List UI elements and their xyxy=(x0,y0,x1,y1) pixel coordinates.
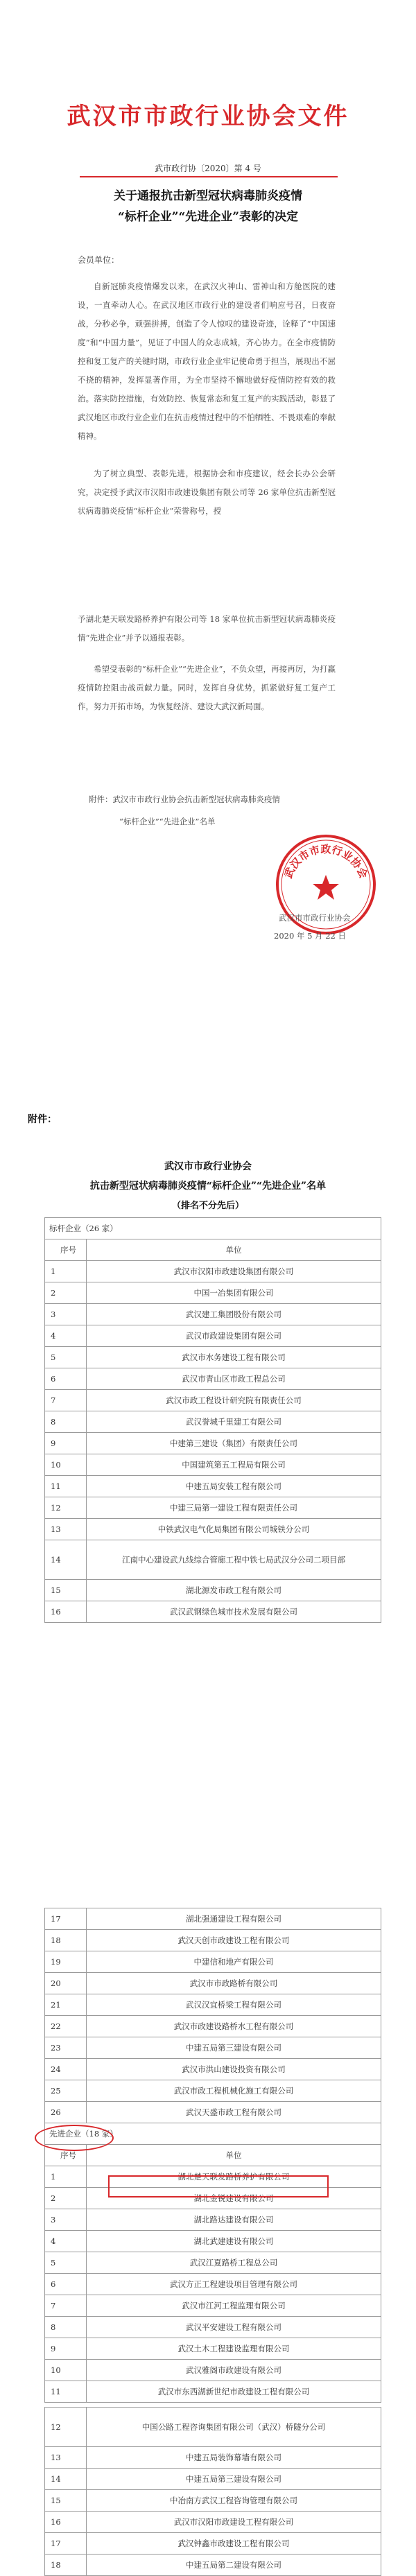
benchmark-row-unit: 武汉市政工程设计研究院有限责任公司 xyxy=(87,1390,381,1411)
advanced-row-unit: 武汉土木工程建设监理有限公司 xyxy=(87,2338,381,2360)
advanced-row-unit: 湖北金锐建设有限公司 xyxy=(87,2188,381,2209)
benchmark-row xyxy=(45,1951,381,1973)
advanced-row-unit: 武汉平安建设工程有限公司 xyxy=(87,2317,381,2338)
benchmark-table-part-1 xyxy=(44,1217,381,1623)
paragraph-1: 自新冠肺炎疫情爆发以来，在武汉火神山、雷神山和方舱医院的建设，一直牵动人心。在武汉地区市政行业的建设者们响应号召，日夜奋战，分秒必争，顽强拼搏，创造了令人惊叹的建设奇迹，诠释了“中国速度”和“中国力量”，见证了中国人的众志成城，齐心协力。在全市疫情防控和复工复产的关键时期，市政行业企业牢记使命勇于担当，展现出不屈不挠的精神，发挥显著作用，为全市坚持不懈地做好疫情防控有效的救治。落实防控措施，有效防控、恢复常态和复工复产的实践活动，彰显了武汉地区市政行业企业们在抗击疫情过程中的不怕牺牲、不畏艰难的奉献精神。 xyxy=(78,281,336,441)
advanced-table-part-2 xyxy=(44,2407,381,2576)
paragraph-3: 予湖北楚天联发路桥养护有限公司等 18 家单位抗击新型冠状病毒肺炎疫情“先进企业”并予以通报表彰。 xyxy=(78,614,336,643)
benchmark-row xyxy=(45,1908,381,1930)
benchmark-row-number: 9 xyxy=(45,1433,87,1454)
advanced-row-unit: 中建五局装饰幕墙有限公司 xyxy=(87,2447,381,2469)
benchmark-row-number: 21 xyxy=(45,1994,87,2016)
benchmark-row-unit: 中国一冶集团有限公司 xyxy=(87,1282,381,1304)
benchmark-row-number: 13 xyxy=(45,1519,87,1540)
seal-text: 武汉市市政行业协会 xyxy=(281,843,370,880)
benchmark-row-unit: 武汉市政建设路桥水工程有限公司 xyxy=(87,2016,381,2037)
advanced-row-unit: 中国公路工程咨询集团有限公司（武汉）桥隧分公司 xyxy=(87,2408,381,2447)
advanced-row xyxy=(45,2360,381,2381)
benchmark-row-number: 22 xyxy=(45,2016,87,2037)
recipient: 会员单位： xyxy=(78,255,120,265)
advanced-row-unit: 湖北武建建设有限公司 xyxy=(87,2231,381,2252)
advanced-row xyxy=(45,2533,381,2555)
benchmark-row-number: 23 xyxy=(45,2037,87,2059)
advanced-row-unit: 中建五局第二建设有限公司 xyxy=(87,2555,381,2576)
benchmark-row-number: 4 xyxy=(45,1325,87,1347)
benchmark-row-unit: 中建五局安装工程有限公司 xyxy=(87,1476,381,1497)
benchmark-row xyxy=(45,1930,381,1951)
signing-date: 2020 年 5 月 22 日 xyxy=(274,931,346,941)
benchmark-row xyxy=(45,1411,381,1433)
benchmark-row-unit: 武汉市洪山建设投资有限公司 xyxy=(87,2059,381,2080)
advanced-row xyxy=(45,2447,381,2469)
benchmark-row-unit: 武汉市政建设集团有限公司 xyxy=(87,1325,381,1347)
advanced-row xyxy=(45,2512,381,2533)
advanced-row xyxy=(45,2408,381,2447)
benchmark-row xyxy=(45,1390,381,1411)
advanced-row xyxy=(45,2555,381,2576)
advanced-row-unit: 武汉市江河工程监理有限公司 xyxy=(87,2295,381,2317)
benchmark-row-unit: 武汉誉城千里建工有限公司 xyxy=(87,1411,381,1433)
benchmark-section-title: 标杆企业（26 家） xyxy=(45,1218,381,1239)
benchmark-row xyxy=(45,1519,381,1540)
benchmark-row-number: 19 xyxy=(45,1951,87,1973)
decision-letter-page xyxy=(0,0,416,1081)
benchmark-row-number: 7 xyxy=(45,1390,87,1411)
benchmark-row xyxy=(45,1368,381,1390)
benchmark-row-unit: 武汉天创市政建设工程有限公司 xyxy=(87,1930,381,1951)
benchmark-row xyxy=(45,2080,381,2102)
advanced-row-number: 11 xyxy=(45,2381,87,2403)
advanced-row-number: 8 xyxy=(45,2317,87,2338)
red-divider xyxy=(80,176,338,177)
advanced-row xyxy=(45,2490,381,2512)
benchmark-row xyxy=(45,1540,381,1580)
advanced-row-number: 16 xyxy=(45,2512,87,2533)
advanced-row xyxy=(45,2231,381,2252)
unit-column-header: 单位 xyxy=(87,1239,381,1261)
benchmark-row-number: 17 xyxy=(45,1908,87,1930)
advanced-row xyxy=(45,2209,381,2231)
benchmark-row-unit: 武汉武钢绿色城市技术发展有限公司 xyxy=(87,1601,381,1623)
benchmark-row xyxy=(45,1973,381,1994)
benchmark-row-unit: 武汉市汉阳市政建设集团有限公司 xyxy=(87,1261,381,1282)
advanced-row-number: 10 xyxy=(45,2360,87,2381)
benchmark-row xyxy=(45,1497,381,1519)
advanced-row-unit: 武汉市汉阳市政建设工程有限公司 xyxy=(87,2512,381,2533)
advanced-row xyxy=(45,2469,381,2490)
benchmark-row xyxy=(45,1601,381,1623)
benchmark-row-number: 3 xyxy=(45,1304,87,1325)
advanced-row-number: 13 xyxy=(45,2447,87,2469)
advanced-row-number: 15 xyxy=(45,2490,87,2512)
advanced-row-unit: 武汉钟鑫市政建设工程有限公司 xyxy=(87,2533,381,2555)
advanced-row-unit: 武汉雅阁市政建设有限公司 xyxy=(87,2360,381,2381)
benchmark-row-unit: 湖北源发市政工程有限公司 xyxy=(87,1580,381,1601)
advanced-row-unit: 武汉方正工程建设项目管理有限公司 xyxy=(87,2274,381,2295)
advanced-row xyxy=(45,2252,381,2274)
benchmark-row-unit: 武汉市青山区市政工程总公司 xyxy=(87,1368,381,1390)
advanced-row xyxy=(45,2381,381,2403)
advanced-row-unit: 武汉市东西湖新世纪市政建设工程有限公司 xyxy=(87,2381,381,2403)
benchmark-row-unit: 武汉市水务建设工程有限公司 xyxy=(87,1347,381,1368)
advanced-section-circle-mark xyxy=(35,2125,114,2151)
benchmark-row-number: 16 xyxy=(45,1601,87,1623)
advanced-row-unit: 武汉江夏路桥工程总公司 xyxy=(87,2252,381,2274)
advanced-row-unit: 中冶南方武汉工程咨询管理有限公司 xyxy=(87,2490,381,2512)
attachment-note-2: “标杆企业”“先进企业”名单 xyxy=(119,817,216,826)
benchmark-row-number: 20 xyxy=(45,1973,87,1994)
benchmark-row-unit: 武汉建工集团股份有限公司 xyxy=(87,1304,381,1325)
benchmark-row-unit: 武汉汉宜桥梁工程有限公司 xyxy=(87,1994,381,2016)
benchmark-row-unit: 中建五局第三建设有限公司 xyxy=(87,2037,381,2059)
advanced-row xyxy=(45,2338,381,2360)
benchmark-row-number: 1 xyxy=(45,1261,87,1282)
advanced-row-unit: 湖北楚天联发路桥养护有限公司 xyxy=(87,2166,381,2188)
seq-column-header: 序号 xyxy=(45,1239,87,1261)
list-header-line-2: 抗击新型冠状病毒肺炎疫情“标杆企业”“先进企业”名单 xyxy=(89,1181,327,1192)
advanced-row-unit: 中建五局第三建设有限公司 xyxy=(87,2469,381,2490)
advanced-row xyxy=(45,2317,381,2338)
title-line-1: 关于通报抗击新型冠状病毒肺炎疫情 xyxy=(114,189,302,203)
benchmark-row-unit: 中建信和地产有限公司 xyxy=(87,1951,381,1973)
benchmark-row xyxy=(45,2059,381,2080)
benchmark-row-unit: 武汉市市政路桥有限公司 xyxy=(87,1973,381,1994)
benchmark-row-unit: 武汉市政工程机械化施工有限公司 xyxy=(87,2080,381,2102)
benchmark-row xyxy=(45,1433,381,1454)
benchmark-row-number: 25 xyxy=(45,2080,87,2102)
advanced-row xyxy=(45,2295,381,2317)
unit-column-header-advanced: 单位 xyxy=(87,2145,381,2166)
advanced-row-number: 14 xyxy=(45,2469,87,2490)
seq-column-header-advanced: 序号 xyxy=(45,2145,87,2166)
advanced-row-number: 7 xyxy=(45,2295,87,2317)
document-title xyxy=(55,186,361,227)
advanced-row-number: 3 xyxy=(45,2209,87,2231)
benchmark-row xyxy=(45,1304,381,1325)
benchmark-row xyxy=(45,2016,381,2037)
attachment-label: 附件： xyxy=(28,1114,57,1125)
attachment-note-1: 附件：武汉市市政行业协会抗击新型冠状病毒肺炎疫情 xyxy=(89,794,280,804)
benchmark-row-number: 11 xyxy=(45,1476,87,1497)
highlighted-company-box xyxy=(108,2175,329,2198)
advanced-row-number: 12 xyxy=(45,2408,87,2447)
document-header: 武汉市市政行业协会文件 xyxy=(67,103,349,130)
benchmark-row-number: 2 xyxy=(45,1282,87,1304)
advanced-row-number: 18 xyxy=(45,2555,87,2576)
paragraph-4: 希望受表彰的“标杆企业”“先进企业”，不负众望，再接再厉，为打赢疫情防控阻击战贡献力量。同时，发挥自身优势，抓紧做好复工复产工作，努力开拓市场，为恢复经济、建设大武汉新局面。 xyxy=(78,664,336,711)
benchmark-row-unit: 中铁武汉电气化局集团有限公司城铁分公司 xyxy=(87,1519,381,1540)
list-header-line-1: 武汉市市政行业协会 xyxy=(164,1161,252,1172)
benchmark-row-number: 6 xyxy=(45,1368,87,1390)
benchmark-row-unit: 湖北强通建设工程有限公司 xyxy=(87,1908,381,1930)
benchmark-row-unit: 中建第三建设（集团）有限责任公司 xyxy=(87,1433,381,1454)
benchmark-row xyxy=(45,1282,381,1304)
benchmark-row xyxy=(45,2102,381,2123)
benchmark-row xyxy=(45,1261,381,1282)
benchmark-row xyxy=(45,1454,381,1476)
benchmark-table-part-2 xyxy=(44,1908,381,2403)
benchmark-row-unit: 武汉天盛市政工程有限公司 xyxy=(87,2102,381,2123)
advanced-row-number: 6 xyxy=(45,2274,87,2295)
benchmark-row-number: 12 xyxy=(45,1497,87,1519)
benchmark-row-number: 18 xyxy=(45,1930,87,1951)
benchmark-row-number: 24 xyxy=(45,2059,87,2080)
benchmark-row xyxy=(45,2037,381,2059)
benchmark-row xyxy=(45,1476,381,1497)
benchmark-row-number: 15 xyxy=(45,1580,87,1601)
paragraph-2: 为了树立典型、表彰先进，根据协会和市疫建议，经会长办公会研究，决定授予武汉市汉阳市政建设集团有限公司等 26 家单位抗击新型冠状病毒肺炎疫情“标杆企业”荣誉称号，授 xyxy=(78,469,336,516)
benchmark-row-number: 5 xyxy=(45,1347,87,1368)
benchmark-row-number: 10 xyxy=(45,1454,87,1476)
benchmark-row xyxy=(45,1994,381,2016)
title-line-2: “标杆企业”“先进企业”表彰的决定 xyxy=(117,210,299,224)
list-header-line-3: （排名不分先后） xyxy=(171,1201,244,1211)
signing-organization: 武汉市市政行业协会 xyxy=(279,913,351,923)
advanced-row-number: 5 xyxy=(45,2252,87,2274)
advanced-row-unit: 湖北路达建设有限公司 xyxy=(87,2209,381,2231)
benchmark-row-number: 14 xyxy=(45,1540,87,1580)
advanced-section-title: 先进企业（18 家） xyxy=(45,2123,381,2145)
benchmark-row xyxy=(45,1347,381,1368)
benchmark-row-number: 26 xyxy=(45,2102,87,2123)
benchmark-row xyxy=(45,1325,381,1347)
attachment-list-page xyxy=(0,1081,416,2570)
benchmark-row-number: 8 xyxy=(45,1411,87,1433)
benchmark-row xyxy=(45,1580,381,1601)
advanced-row xyxy=(45,2274,381,2295)
benchmark-row-unit: 江南中心建设武九线综合管廊工程中铁七局武汉分公司二项目部 xyxy=(87,1540,381,1580)
benchmark-row-unit: 中国建筑第五工程局有限公司 xyxy=(87,1454,381,1476)
advanced-row-number: 1 xyxy=(45,2166,87,2188)
benchmark-row-unit: 中建三局第一建设工程有限责任公司 xyxy=(87,1497,381,1519)
advanced-row-number: 9 xyxy=(45,2338,87,2360)
document-number: 武市政行协〔2020〕第 4 号 xyxy=(155,164,261,173)
advanced-row-number: 4 xyxy=(45,2231,87,2252)
advanced-row-number: 17 xyxy=(45,2533,87,2555)
advanced-row-number: 2 xyxy=(45,2188,87,2209)
